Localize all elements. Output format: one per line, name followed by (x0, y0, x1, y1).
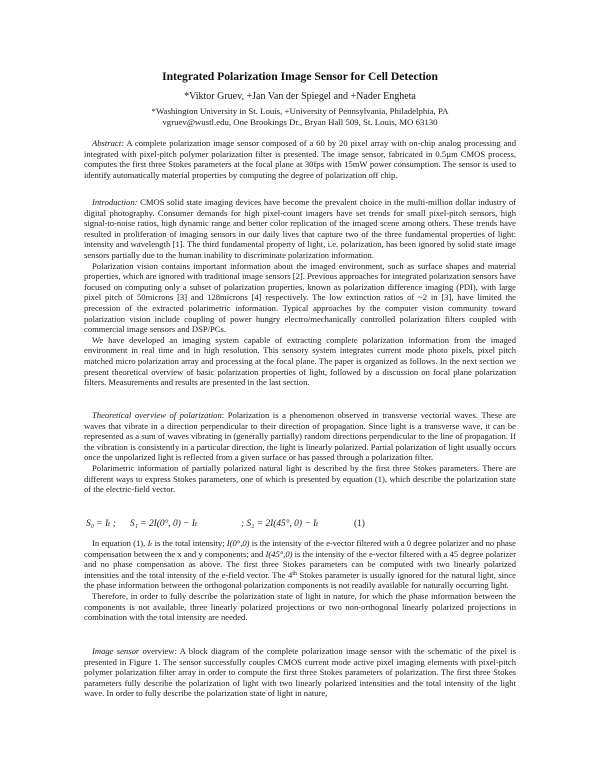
introduction-paragraph: CMOS solid state imaging devices have become the prevalent choice in the multi-million dollar industry of digital photography. Consumer demands for high pixel-count imagers have set trends for small pixel-pitch sensors, high signal-to-noise ratios, high dynamic range and better color replication of the imaged scene among others. These trends have resulted in proliferation of imaging sensors in our daily lives that capture two of the three fundamental properties of light: intensity and wavelength [1]. The third fundamental property of light, i.e. polarization, has been ignored by solid state image sensors partially due to the human inability to discriminate polarization information. (84, 197, 516, 260)
equation-discussion (84, 538, 516, 623)
stokes-paragraph: Polarimetric information of partially polarized natural light is described by the first three Stokes parameters. There are different ways to express Stokes parameters, one of which is presented by equation (1), which describe the polarization state of the electric-field vector. (84, 462, 516, 495)
author-list: *Viktor Gruev, +Jan Van der Spiegel and +Nader Engheta (184, 91, 416, 102)
nature-paragraph: Therefore, in order to fully describe the polarization state of light in nature, for which the phase information between the components is not available, three linearly polarized projections or two non-orthogonal linearly polarized projections in combination with the total intensity are needed. (84, 590, 516, 623)
introduction-label: Introduction: (92, 197, 138, 207)
equation-s0: S₀ = Iₜ ; (86, 519, 116, 529)
affiliation-line: *Washington University in St. Louis, +University of Pennsylvania, Philadelphia, PA (151, 106, 449, 116)
text-run: is the intensity of the e-vector filtered with a 0 degree polarizer and no phase compensation between the x and y components; and (84, 538, 516, 559)
introduction-section (84, 197, 516, 388)
paper-page (84, 0, 516, 776)
text-run: In equation (1), (92, 538, 148, 548)
text-run: Iₜ (147, 538, 153, 548)
text-run: is the total intensity; (152, 538, 227, 548)
equation-s1: S₁ = 2I(0°, 0) − Iₜ (130, 519, 198, 529)
stokes-equation (84, 517, 516, 531)
text-run: I(0°,0) (226, 538, 250, 548)
abstract-label: Abstract: (92, 138, 124, 148)
paper-title: Integrated Polarization Image Sensor for Cell Detection (162, 70, 438, 83)
text-run: Stokes parameter is usually ignored for the natural light, since the phase information between the orthogonal polarization components is not readily available for naturally occurring light. (84, 569, 516, 591)
equation-s2: ; S₂ = 2I(45°, 0) − Iₜ (241, 519, 319, 529)
equation-number: (1) (354, 519, 365, 529)
polarization-vision-paragraph: Polarization vision contains important information about the imaged environment, such as surface shapes and material properties, which are ignored with traditional image sensors [2]. Previous approaches for integrated polarization sensors have focused on computing only a subset of polarization properties, known as polarization difference imaging (PDI), with large pixel pitch of 50microns [3] and 128microns [4] respectively. The low extinction ratios of ~2 in [3], have limited the precession of the extracted polarimetric information. Typical approaches by the computer vision community toward polarization vision include coupling of power hungry electro/mechanically controlled polarization filters coupled with commercial image sensors and DSP/PCs. (84, 260, 516, 335)
system-paragraph: We have developed an imaging system capable of extracting complete polarization information from the imaged environment in real time and in high resolution. This sensory system integrates current mode photo pixels, pixel pitch matched micro polarization array and processing at the focal plane. The paper is organized as follows. In the next section we present theoretical overview of basic polarization properties of light, followed by a discussion on focal plane polarization filters. Measurements and results are presented in the last section. (84, 334, 516, 388)
theory-label: Theoretical overview of polarization (92, 410, 222, 420)
text-run: is the intensity of the e-vector filtered with a 45 degree polarizer and no phase compensation as above. The first three Stokes parameters can be computed with two linearly polarized intensities and the total intensity of the e-field vector. The 4 (84, 548, 516, 580)
abstract (84, 138, 516, 180)
contact-line: vgruev@wustl.edu, One Brookings Dr., Bryan Hall 509, St. Louis, MO 63130 (162, 117, 438, 127)
theory-section (84, 410, 516, 495)
abstract-text: A complete polarization image sensor composed of a 60 by 20 pixel array with on-chip analog processing and integrated with pixel-pitch polymer polarization filter is presented. The image sensor, fabricated in 0.5µm CMOS process, computes the first three Stokes parameters at the focal plane at 30fps with 15mW power consumption. The sensor is used to identify automatically material properties by computing the degree of polarization off chip. (84, 138, 516, 180)
superscript: th (292, 570, 297, 577)
theory-paragraph: : Polarization is a phenomenon observed in transverse vectorial waves. These are waves that vibrate in a direction perpendicular to their direction of propagation. Since light is a transverse wave, it can be represented as a sum of waves vibrating in (generally partially) random directions perpendicular to the line of propagation. If the vibration is consistently in a particular direction, the light is linearly polarized. Partial polarization of light usually occurs once the unpolarized light is reflected from a given surface or has passed through a polarization filter. (84, 410, 516, 463)
sensor-label: Image sensor (92, 646, 140, 656)
text-run: I(45°,0) (265, 548, 293, 559)
sensor-section (84, 646, 516, 699)
sensor-paragraph: overview: A block diagram of the complete polarization image sensor with the schematic of the pixel is presented in Figure 1. The sensor successfully couples CMOS current mode active pixel imaging elements with pixel-pitch polymer polarization filter array in order to compute the first three Stokes parameters of polarization. The first three Stokes parameters fully describe the polarization of light with two linearly polarized intensities and the total intensity of the light wave. In order to fully describe the polarization state of light in nature, (84, 646, 516, 699)
